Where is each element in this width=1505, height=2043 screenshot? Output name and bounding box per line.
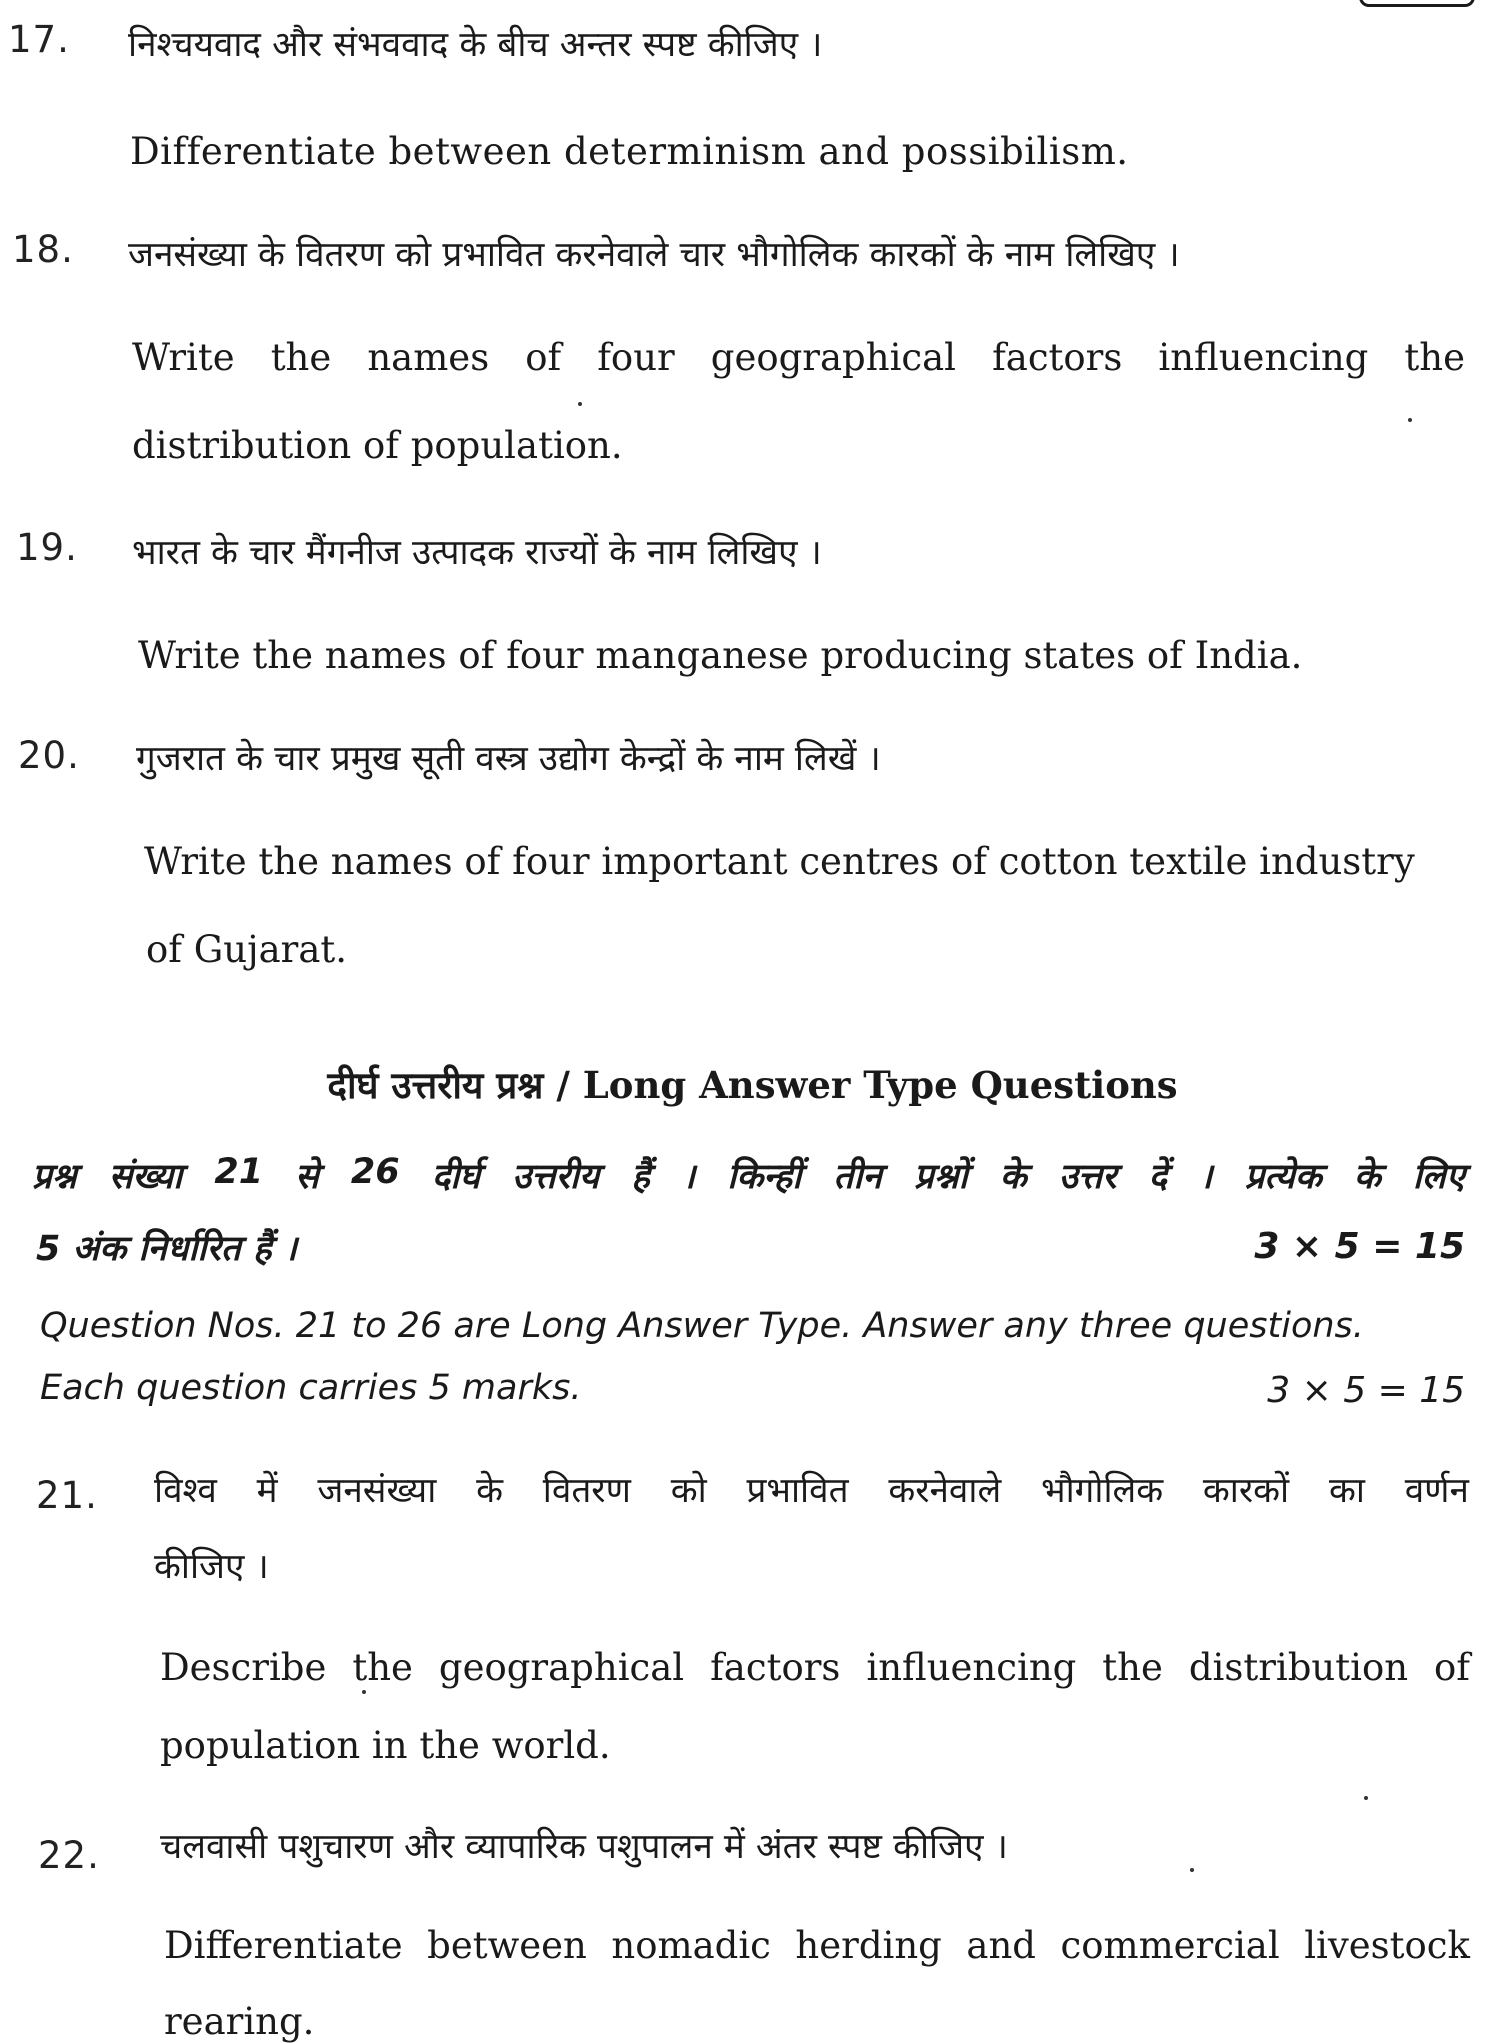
section-heading-hindi: दीर्घ उत्तरीय प्रश्न — [327, 1064, 544, 1107]
word: का — [1328, 1471, 1365, 1511]
word: the — [352, 1646, 413, 1689]
word: herding — [795, 1924, 942, 1967]
word: influencing — [1158, 336, 1369, 379]
word: between — [427, 1924, 587, 1967]
word: तीन — [833, 1157, 882, 1197]
question-21-hindi-line1 — [154, 1466, 1469, 1513]
word: प्रश्न — [32, 1157, 77, 1197]
word: influencing — [866, 1646, 1077, 1689]
question-19-english: Write the names of four manganese producing states of India. — [138, 634, 1303, 677]
section-heading-english: Long Answer Type Questions — [582, 1063, 1178, 1107]
word: factors — [992, 336, 1123, 379]
question-20-number: 20. — [18, 734, 80, 777]
question-21-number: 21. — [36, 1474, 98, 1517]
word: । — [681, 1157, 696, 1197]
scan-speck — [362, 1690, 366, 1694]
word: के — [1353, 1157, 1381, 1197]
question-18-english-line1 — [132, 336, 1465, 379]
word: के — [476, 1471, 503, 1511]
word: कारकों — [1202, 1471, 1290, 1511]
question-18-english-line2: distribution of population. — [132, 424, 623, 467]
scan-speck — [1408, 418, 1412, 422]
scan-speck — [578, 402, 582, 406]
word: four — [597, 336, 675, 379]
instruction-hindi-line1 — [32, 1152, 1465, 1199]
question-22-number: 22. — [38, 1834, 100, 1877]
section-heading-separator: / — [543, 1063, 583, 1107]
word: and — [966, 1924, 1036, 1967]
question-22-english-line1 — [164, 1924, 1470, 1967]
word: वितरण — [542, 1471, 631, 1511]
word: geographical — [710, 336, 957, 379]
word: उत्तर — [1058, 1157, 1117, 1197]
word: the — [1102, 1646, 1163, 1689]
question-17-number: 17. — [8, 18, 70, 61]
word: प्रश्नों — [913, 1157, 968, 1197]
question-20-hindi: गुजरात के चार प्रमुख सूती वस्त्र उद्योग केन्द्रों के नाम लिखें । — [136, 739, 881, 779]
question-19-hindi: भारत के चार मैंगनीज उत्पादक राज्यों के नाम लिखिए । — [132, 533, 822, 573]
word: 26 — [350, 1152, 400, 1192]
scan-speck — [1190, 1868, 1194, 1872]
word: भौगोलिक — [1041, 1471, 1164, 1511]
page-code-box-edge — [1359, 0, 1475, 7]
word: उत्तरीय — [512, 1157, 600, 1197]
word: the — [270, 336, 332, 379]
word: 21 — [214, 1152, 264, 1192]
word: को — [670, 1471, 707, 1511]
word: करनेवाले — [888, 1471, 1002, 1511]
question-22-hindi: चलवासी पशुचारण और व्यापारिक पशुपालन में अंतर स्पष्ट कीजिए । — [160, 1827, 1008, 1867]
word: दीर्घ — [431, 1157, 481, 1197]
word: जनसंख्या — [317, 1471, 437, 1511]
word: factors — [710, 1646, 841, 1689]
word: of — [525, 336, 562, 379]
word: । — [1199, 1157, 1213, 1197]
word: Differentiate — [164, 1924, 403, 1967]
word: किन्हीं — [727, 1157, 802, 1197]
question-18-hindi: जनसंख्या के वितरण को प्रभावित करनेवाले चार भौगोलिक कारकों के नाम लिखिए । — [128, 235, 1180, 275]
question-22-english-line2: rearing. — [164, 2000, 315, 2043]
word: names — [367, 336, 490, 379]
instruction-hindi-line2: 5 अंक निर्धारित हैं । — [36, 1229, 297, 1269]
section-heading — [0, 1058, 1505, 1109]
question-21-english-line1 — [160, 1646, 1470, 1689]
question-17-english: Differentiate between determinism and possibilism. — [130, 130, 1129, 173]
instruction-english-line2: Each question carries 5 marks. — [40, 1368, 582, 1408]
word: दें — [1148, 1157, 1168, 1197]
word: हैं — [631, 1157, 650, 1197]
word: Write — [132, 336, 235, 379]
word: संख्या — [108, 1157, 183, 1197]
word: nomadic — [611, 1924, 771, 1967]
word: वर्णन — [1404, 1471, 1469, 1511]
word: में — [256, 1471, 278, 1511]
question-18-number: 18. — [12, 228, 74, 271]
question-17-hindi: निश्चयवाद और संभववाद के बीच अन्तर स्पष्ट कीजिए । — [128, 25, 823, 65]
word: the — [1404, 336, 1465, 379]
word: लिए — [1412, 1157, 1465, 1197]
word: distribution — [1188, 1646, 1409, 1689]
instruction-english-line1: Question Nos. 21 to 26 are Long Answer Type. Answer any three questions. — [40, 1306, 1364, 1346]
word: प्रत्येक — [1244, 1157, 1322, 1197]
word: commercial — [1060, 1924, 1280, 1967]
word: livestock — [1304, 1924, 1470, 1967]
word: geographical — [438, 1646, 685, 1689]
word: प्रभावित — [746, 1471, 849, 1511]
question-20-english-line1: Write the names of four important centres of cotton textile industry — [144, 840, 1415, 883]
word: विश्व — [154, 1471, 217, 1511]
question-21-english-line2: population in the world. — [160, 1724, 611, 1767]
scan-speck — [1364, 1796, 1368, 1800]
marks-hindi: 3 × 5 = 15 — [1254, 1226, 1465, 1267]
marks-english: 3 × 5 = 15 — [1267, 1370, 1465, 1411]
question-21-hindi-line2: कीजिए । — [154, 1547, 269, 1587]
word: of — [1434, 1646, 1470, 1689]
word: से — [295, 1157, 319, 1197]
word: Describe — [160, 1646, 327, 1689]
question-20-english-line2: of Gujarat. — [146, 928, 348, 971]
question-19-number: 19. — [16, 526, 78, 569]
word: के — [999, 1157, 1027, 1197]
